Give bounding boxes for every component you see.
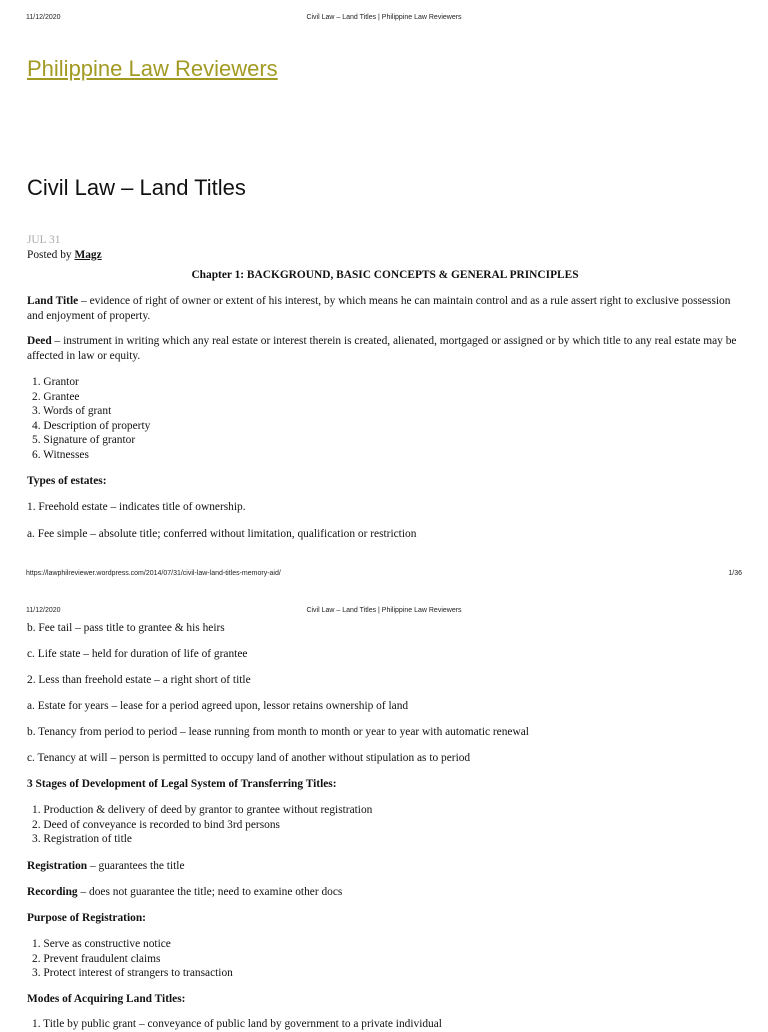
- author-link[interactable]: Magz: [74, 248, 102, 261]
- deed-term: Deed: [27, 335, 52, 347]
- print-url: https://lawphilreviewer.wordpress.com/2014/07/31/civil-law-land-titles-memory-aid/: [26, 570, 281, 577]
- list-item: 4. Description of property: [32, 419, 151, 432]
- list-item: 3. Protect interest of strangers to transaction: [32, 967, 233, 979]
- print-title: Civil Law – Land Titles | Philippine Law Reviewers: [306, 14, 462, 21]
- deed-requisites-list: [27, 375, 743, 462]
- freehold-paragraph: 1. Freehold estate – indicates title of ownership.: [27, 501, 246, 513]
- purpose-heading: Purpose of Registration:: [27, 912, 146, 924]
- types-heading: Types of estates:: [27, 475, 107, 487]
- tenancy-period-paragraph: b. Tenancy from period to period – lease running from month to month or year to year with automatic renewal: [27, 726, 529, 738]
- list-item: 3. Words of grant: [32, 405, 112, 417]
- chapter-heading: Chapter 1: BACKGROUND, BASIC CONCEPTS & GENERAL PRINCIPLES: [191, 269, 579, 281]
- list-item: 6. Witnesses: [32, 448, 89, 461]
- list-item: 1. Serve as constructive notice: [32, 938, 171, 950]
- list-item: 3. Registration of title: [32, 833, 132, 845]
- recording-definition: – does not guarantee the title; need to examine other docs: [77, 886, 343, 898]
- purpose-list: [27, 937, 743, 981]
- deed-paragraph: [27, 334, 743, 363]
- modes-list: [27, 1017, 743, 1032]
- stages-heading: 3 Stages of Development of Legal System of Transferring Titles:: [27, 778, 337, 790]
- registration-term: Registration: [27, 860, 88, 872]
- page-number: 1/36: [728, 570, 742, 577]
- stages-list: [27, 803, 743, 847]
- recording-paragraph: [27, 885, 743, 900]
- fee-tail-paragraph: b. Fee tail – pass title to grantee & his heirs: [27, 622, 225, 634]
- land-title-term: Land Title: [27, 295, 79, 307]
- print-date: 11/12/2020: [26, 14, 61, 21]
- land-title-definition: – evidence of right of owner or extent of his interest, by which means he can maintain control and as a rule assert right to exclusive possession and enjoyment of property.: [27, 295, 731, 322]
- list-item: 2. Prevent fraudulent claims: [32, 952, 161, 965]
- tenancy-will-paragraph: c. Tenancy at will – person is permitted to occupy land of another without stipulation as to period: [27, 752, 471, 764]
- print-date: 11/12/2020: [26, 607, 61, 614]
- land-title-paragraph: [27, 294, 743, 323]
- recording-term: Recording: [27, 886, 78, 898]
- registration-definition: – guarantees the title: [87, 860, 185, 872]
- estate-years-paragraph: a. Estate for years – lease for a period agreed upon, lessor retains ownership of land: [27, 700, 409, 712]
- post-date: JUL 31: [27, 234, 61, 246]
- posted-by: [27, 248, 743, 263]
- site-title-link[interactable]: Philippine Law Reviewers: [27, 56, 278, 81]
- post-title: Civil Law – Land Titles: [27, 175, 246, 200]
- posted-by-label: Posted by: [27, 248, 72, 261]
- list-item: 1. Title by public grant – conveyance of public land by government to a private individual: [32, 1018, 442, 1030]
- deed-definition: – instrument in writing which any real estate or interest therein is created, alienated, mortgaged or assigned or by which title to any real estate may be affected in law or equity.: [27, 335, 737, 362]
- fee-simple-paragraph: a. Fee simple – absolute title; conferred without limitation, qualification or restriction: [27, 528, 417, 540]
- list-item: 5. Signature of grantor: [32, 434, 136, 446]
- modes-heading: Modes of Acquiring Land Titles:: [27, 993, 186, 1005]
- list-item: 2. Grantee: [32, 390, 80, 403]
- print-title: Civil Law – Land Titles | Philippine Law Reviewers: [306, 607, 462, 614]
- less-than-freehold-paragraph: 2. Less than freehold estate – a right short of title: [27, 674, 251, 686]
- post-meta: [27, 233, 743, 262]
- registration-paragraph: [27, 859, 743, 874]
- life-state-paragraph: c. Life state – held for duration of life of grantee: [27, 648, 248, 660]
- list-item: 1. Grantor: [32, 376, 79, 388]
- list-item: 2. Deed of conveyance is recorded to bind 3rd persons: [32, 818, 280, 831]
- list-item: 1. Production & delivery of deed by grantor to grantee without registration: [32, 804, 373, 816]
